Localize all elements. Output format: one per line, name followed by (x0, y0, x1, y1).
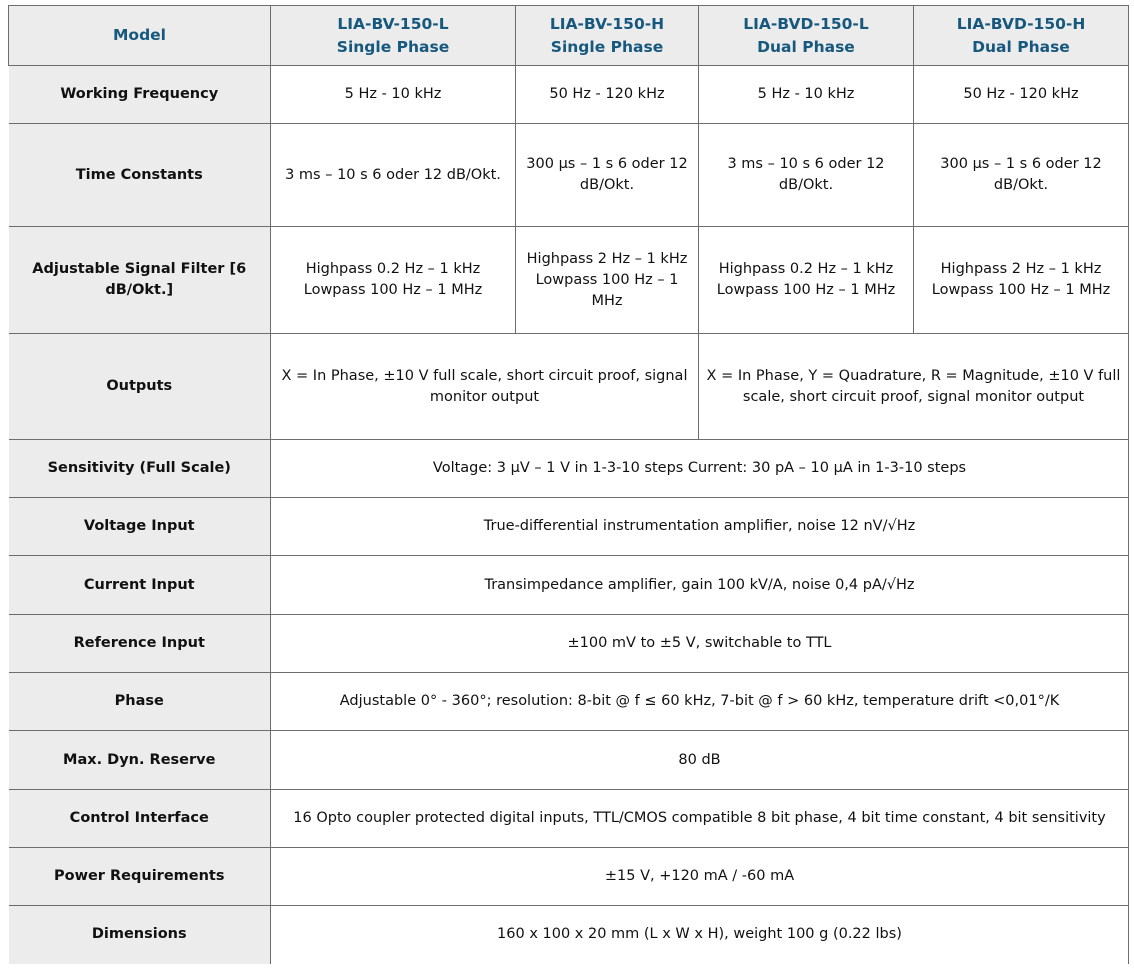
cell-value: True-differential instrumentation amplifier, noise 12 nV/√Hz (271, 498, 1129, 556)
cell-value: 300 µs – 1 s 6 oder 12 dB/Okt. (914, 124, 1129, 227)
cell-value: Highpass 0.2 Hz – 1 kHz Lowpass 100 Hz – 1 MHz (271, 227, 516, 334)
row-label: Sensitivity (Full Scale) (9, 440, 271, 498)
row-label: Reference Input (9, 615, 271, 673)
header-model-4 (914, 6, 1129, 66)
row-label: Working Frequency (9, 66, 271, 124)
table-row-voltage-input (9, 498, 1129, 556)
table-row-current-input (9, 556, 1129, 615)
table-row-outputs (9, 334, 1129, 440)
table-row-sensitivity (9, 440, 1129, 498)
cell-value: Transimpedance amplifier, gain 100 kV/A, noise 0,4 pA/√Hz (271, 556, 1129, 615)
header-model-2 (516, 6, 699, 66)
header-row (9, 6, 1129, 66)
row-label: Control Interface (9, 790, 271, 848)
cell-value-single-phase: X = In Phase, ±10 V full scale, short circuit proof, signal monitor output (271, 334, 699, 440)
cell-value: 300 µs – 1 s 6 oder 12 dB/Okt. (516, 124, 699, 227)
table-row-time-constants (9, 124, 1129, 227)
model-name: LIA-BVD-150-H (956, 14, 1086, 33)
table-row-control-interface (9, 790, 1129, 848)
cell-value: Voltage: 3 µV – 1 V in 1-3-10 steps Current: 30 pA – 10 µA in 1-3-10 steps (271, 440, 1129, 498)
row-label: Power Requirements (9, 848, 271, 906)
row-label: Voltage Input (9, 498, 271, 556)
cell-value-dual-phase: X = In Phase, Y = Quadrature, R = Magnitude, ±10 V full scale, short circuit proof, signal monitor output (699, 334, 1129, 440)
row-label: Max. Dyn. Reserve (9, 731, 271, 790)
table-row-power (9, 848, 1129, 906)
cell-value: 160 x 100 x 20 mm (L x W x H), weight 100 g (0.22 lbs) (271, 906, 1129, 964)
header-model-label: Model (9, 6, 271, 66)
cell-value: 80 dB (271, 731, 1129, 790)
model-name: LIA-BV-150-H (549, 14, 665, 33)
model-phase: Dual Phase (757, 37, 855, 56)
row-label: Time Constants (9, 124, 271, 227)
table-row-dimensions (9, 906, 1129, 964)
cell-value: 50 Hz - 120 kHz (516, 66, 699, 124)
cell-value: ±15 V, +120 mA / -60 mA (271, 848, 1129, 906)
table-row-phase (9, 673, 1129, 731)
cell-value: 16 Opto coupler protected digital inputs, TTL/CMOS compatible 8 bit phase, 4 bit time constant, 4 bit sensitivity (271, 790, 1129, 848)
cell-value: Highpass 2 Hz – 1 kHz Lowpass 100 Hz – 1 MHz (516, 227, 699, 334)
row-label: Dimensions (9, 906, 271, 964)
model-name: LIA-BV-150-L (337, 14, 449, 33)
table-row-reference-input (9, 615, 1129, 673)
row-label: Current Input (9, 556, 271, 615)
model-phase: Single Phase (336, 37, 450, 56)
cell-value: 3 ms – 10 s 6 oder 12 dB/Okt. (699, 124, 914, 227)
table-row-dyn-reserve (9, 731, 1129, 790)
row-label: Adjustable Signal Filter [6 dB/Okt.] (9, 227, 271, 334)
header-model-3 (699, 6, 914, 66)
cell-value: 50 Hz - 120 kHz (914, 66, 1129, 124)
row-label: Outputs (9, 334, 271, 440)
cell-value: Highpass 0.2 Hz – 1 kHz Lowpass 100 Hz – 1 MHz (699, 227, 914, 334)
cell-value: ±100 mV to ±5 V, switchable to TTL (271, 615, 1129, 673)
table-row-working-frequency (9, 66, 1129, 124)
table-row-signal-filter (9, 227, 1129, 334)
model-name: LIA-BVD-150-L (743, 14, 869, 33)
model-phase: Dual Phase (972, 37, 1070, 56)
cell-value: Adjustable 0° - 360°; resolution: 8-bit @ f ≤ 60 kHz, 7-bit @ f > 60 kHz, temperature drift <0,01°/K (271, 673, 1129, 731)
cell-value: 5 Hz - 10 kHz (271, 66, 516, 124)
cell-value: Highpass 2 Hz – 1 kHz Lowpass 100 Hz – 1 MHz (914, 227, 1129, 334)
cell-value: 5 Hz - 10 kHz (699, 66, 914, 124)
spec-table (8, 5, 1129, 964)
model-phase: Single Phase (550, 37, 664, 56)
cell-value: 3 ms – 10 s 6 oder 12 dB/Okt. (271, 124, 516, 227)
row-label: Phase (9, 673, 271, 731)
header-model-1 (271, 6, 516, 66)
